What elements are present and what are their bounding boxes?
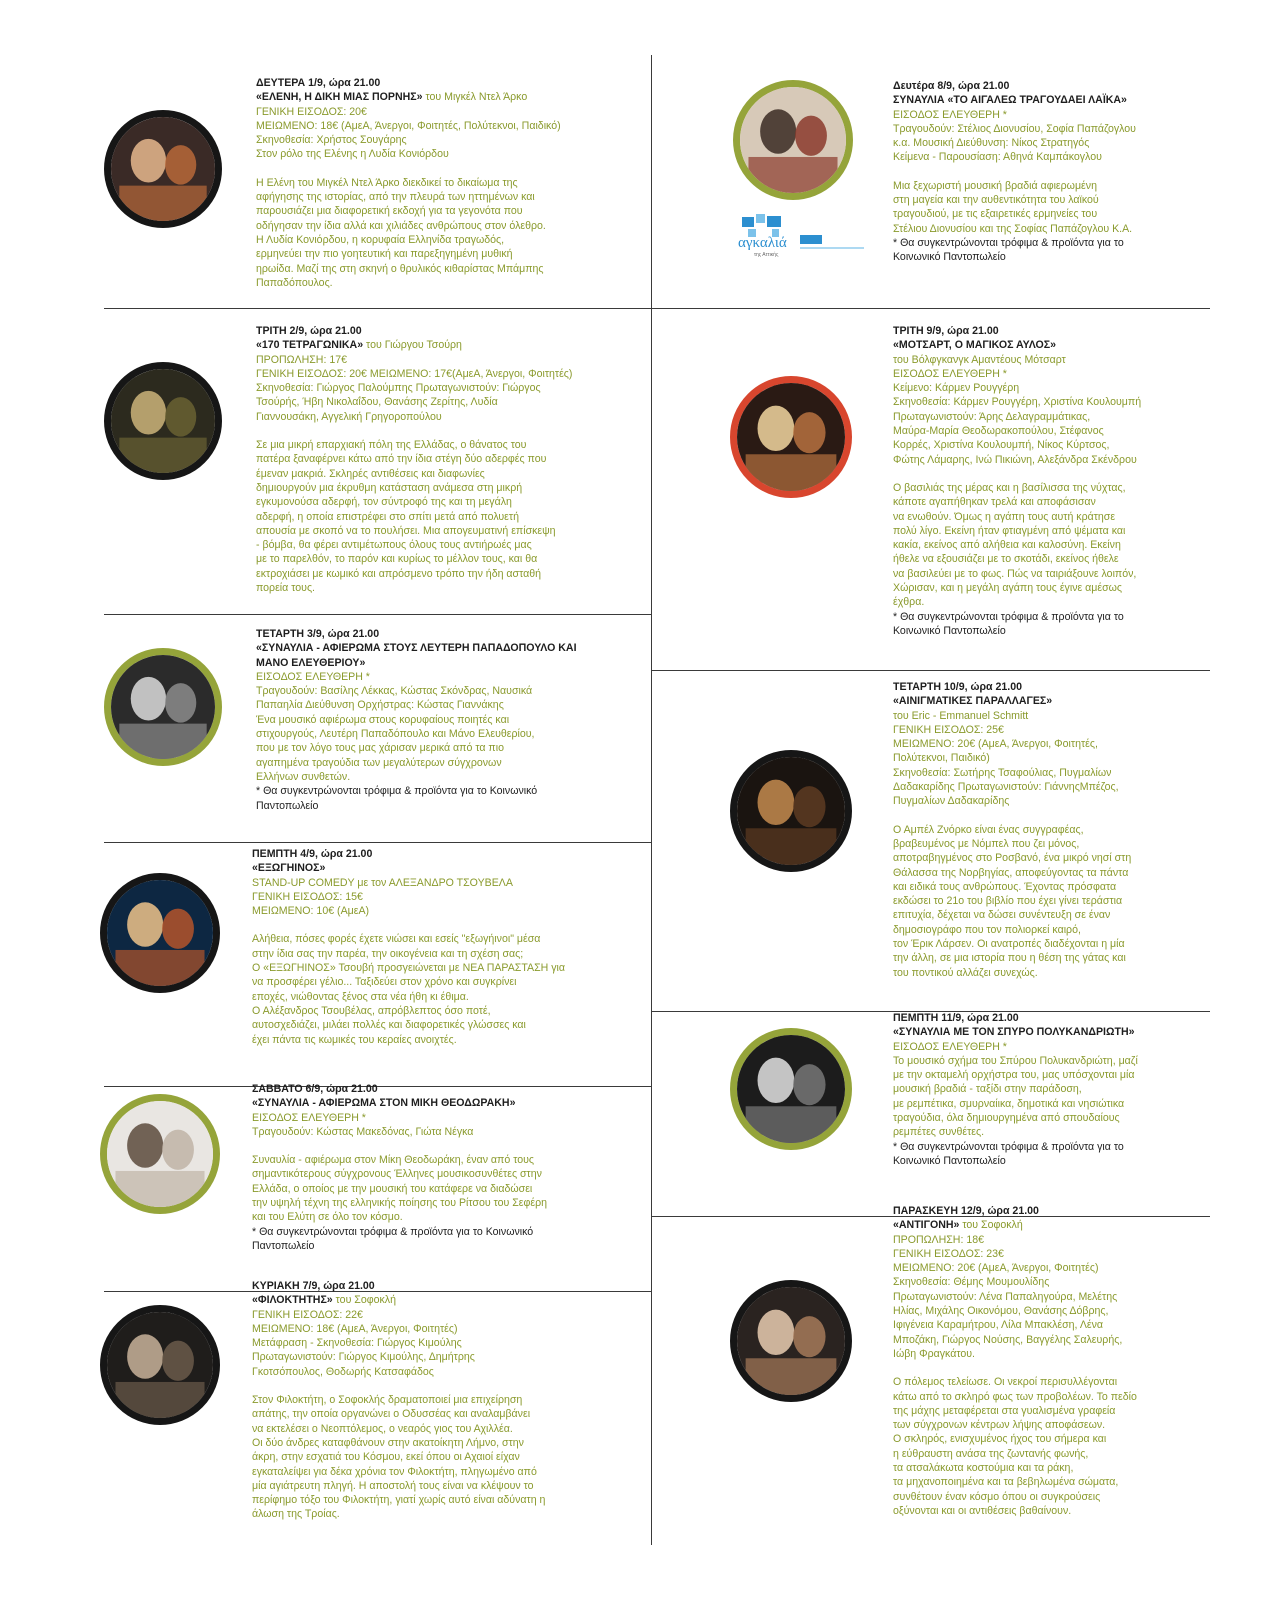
- event-description-line: κακία, εκείνος από αλήθεια και καλοσύνη. Εκείνη: [893, 539, 1121, 552]
- event-photo: [100, 1094, 220, 1214]
- event-description-line: οδήγησαν την ίδια αλλά και χιλιάδες ανθρώπους στον όλεθρο.: [256, 219, 546, 232]
- event-detail-line: Κείμενο: Κάρμεν Ρουγγέρη: [893, 382, 1020, 395]
- event-description-line: επιτυχία, δέχεται να δώσει συνέντευξη σε έναν: [893, 909, 1111, 922]
- event-description-line: της μάχης μεταφέρεται στα γυαλισμένα γραφεία: [893, 1404, 1116, 1417]
- event-description-line: εγκυμονούσα αδερφή, τον σύντροφό της και τη μεγάλη: [256, 496, 512, 509]
- event-photo: [104, 362, 222, 480]
- event-note-line: Κοινωνικό Παντοπωλείο: [893, 624, 1006, 637]
- event-photo: [100, 1305, 220, 1425]
- event-note-line: * Θα συγκεντρώνονται τρόφιμα & προϊόντα για το Κοινωνικό: [256, 785, 538, 798]
- event-title-text: «ΣΥΝΑΥΛΙΑ ΜΕ ΤΟΝ ΣΠΥΡΟ ΠΟΛΥΚΑΝΔΡΙΩΤΗ»: [893, 1026, 1135, 1039]
- event-description-line: Στέλιου Διονυσίου και της Σοφίας Παπάζογλου Κ.Α.: [893, 222, 1133, 235]
- event-detail-line: ΜΕΙΩΜΕΝΟ: 18€ (ΑμεΑ, Άνεργοι, Φοιτητές, Πολύτεκνοι, Παιδικό): [256, 119, 561, 132]
- event-description-line: κάτω από το σκληρό φως των προβολέων. Το πεδίο: [893, 1390, 1137, 1403]
- event-title: [893, 694, 1193, 708]
- event-detail-line: Τραγουδούν: Κώστας Μακεδόνας, Γιώτα Νέγκα: [252, 1125, 474, 1138]
- event-detail-line: STAND-UP COMEDY με τον ΑΛΕΞΑΝΔΡΟ ΤΣΟΥΒΕΛΑ: [252, 876, 513, 889]
- event-description-line: τα ατσαλάκωτα κοστούμια και τα ράκη,: [893, 1462, 1074, 1475]
- event-description-line: παρουσιάζει μια διαφορετική εκδοχή για τα γεγονότα που: [256, 205, 523, 218]
- event-text: [252, 847, 592, 1047]
- event-title-text: «ΕΛΕΝΗ, Η ΔΙΚΗ ΜΙΑΣ ΠΟΡΝΗΣ»: [256, 91, 423, 104]
- event-description-line: Παπαδόπουλος.: [256, 276, 333, 289]
- event-detail-line: Τραγουδούν: Στέλιος Διονυσίου, Σοφία Παπάζογλου: [893, 122, 1136, 135]
- event-date: ΔΕΥΤΕΡΑ 1/9, ώρα 21.00: [256, 77, 381, 89]
- logo-text: αγκαλιά: [738, 235, 787, 251]
- event-author: του Γιώργου Τσούρη: [363, 339, 462, 352]
- event-detail-line: Κορρές, Χριστίνα Κουλουμπή, Νίκος Κύρτσος,: [893, 439, 1110, 452]
- event-description-line: Χώρισαν, και η μεγάλη αγάπη τους έγινε αμέσως: [893, 582, 1123, 595]
- event-note-line: * Θα συγκεντρώνονται τρόφιμα & προϊόντα για το Κοινωνικό: [252, 1225, 534, 1238]
- event-description-line: Ο βασιλιάς της μέρας και η βασίλισσα της νύχτας,: [893, 481, 1126, 494]
- event-description-line: οξύνονται και οι αντιθέσεις βαθαίνουν.: [893, 1504, 1072, 1517]
- event-description-line: δημοσιογράφο που τον πολιορκεί καιρό,: [893, 923, 1081, 936]
- event-date: ΤΡΙΤΗ 2/9, ώρα 21.00: [256, 325, 362, 337]
- event-title-text: «ΕΞΩΓΗΙΝΟΣ»: [252, 862, 326, 875]
- event-description-line: και ειδικά τους ανθρώπους. Έχοντας πρόσφατα: [893, 880, 1117, 893]
- event-detail-line: ΓΕΝΙΚΗ ΕΙΣΟΔΟΣ: 20€ ΜΕΙΩΜΕΝΟ: 17€(ΑμεΑ, Άνεργοι, Φοιτητές): [256, 367, 573, 380]
- event-description-line: ηρωίδα. Μαζί της στη σκηνή ο θρυλικός κιθαρίστας Μπάμπης: [256, 262, 544, 275]
- event-detail-line: ΕΙΣΟΔΟΣ ΕΛΕΥΘΕΡΗ *: [893, 108, 1007, 121]
- event-description-line: απάτης, την οποία οργανώνει ο Οδυσσέας και αναλαμβάνει: [252, 1408, 531, 1421]
- event-description-line: την άλλη, σε μια ιστορία που η θέση της γάτας και: [893, 952, 1126, 965]
- event-detail-line: Δαδακαρίδης Πρωταγωνιστούν: ΓιάννηςΜπέζος,: [893, 781, 1119, 794]
- event-description-line: περίφημο τόξο του Φιλοκτήτη, γιατί χωρίς αυτό είναι αδύνατη η: [252, 1494, 546, 1507]
- event-detail-line: του Eric - Emmanuel Schmitt: [893, 709, 1029, 722]
- event-description-line: εγκαταλείψει για δέκα χρόνια τον Φιλοκτήτη, πληγωμένο από: [252, 1465, 537, 1478]
- event-detail-line: Σκηνοθεσία: Κάρμεν Ρουγγέρη, Χριστίνα Κουλουμπή: [893, 396, 1142, 409]
- event-text: [256, 76, 596, 290]
- event-detail-line: Σκηνοθεσία: Γιώργος Παλούμπης Πρωταγωνιστούν: Γιώργος: [256, 382, 541, 395]
- event-author: του Σοφοκλή: [332, 1294, 396, 1307]
- event-detail-line: Γιαννουσάκη, Αγγελική Γρηγοροπούλου: [256, 410, 442, 423]
- column-divider: [651, 55, 652, 1545]
- event-date: ΠΕΜΠΤΗ 4/9, ώρα 21.00: [252, 848, 373, 860]
- event-detail-line: Σκηνοθεσία: Σωτήρης Τσαφούλιας, Πυγμαλίων: [893, 766, 1112, 779]
- event-description-line: εκτροχιάσει με κωμικό και απρόσμενο τρόπο την ήδη ασταθή: [256, 567, 542, 580]
- event-detail-line: ΓΕΝΙΚΗ ΕΙΣΟΔΟΣ: 25€: [893, 723, 1004, 736]
- event-detail-line: Παπαηλία Διεύθυνση Ορχήστρας: Κώστας Γιαννάκης: [256, 699, 504, 712]
- row-divider: [652, 670, 1210, 671]
- event-title: [893, 338, 1193, 352]
- event-description-line: Στον Φιλοκτήτη, ο Σοφοκλής δραματοποιεί μια επιχείρηση: [252, 1394, 523, 1407]
- event-text: [893, 79, 1193, 265]
- event-photo: [730, 750, 852, 872]
- event-description-line: Ο Αμπέλ Ζνόρκο είναι ένας συγγραφέας,: [893, 823, 1084, 836]
- event-description-line: σημαντικότερους σύγχρονους Έλληνες μουσικοσυνθέτες στην: [252, 1168, 542, 1181]
- event-photo: [104, 648, 222, 766]
- event-detail-line: Φώτης Λάμαρης, Ινώ Πικιώνη, Αλεξάνδρα Σκένδρου: [893, 453, 1137, 466]
- event-detail-line: Ιώβη Φραγκάτου.: [893, 1347, 975, 1360]
- event-description-line: Συναυλία - αφιέρωμα στον Μίκη Θεοδωράκη, έναν από τους: [252, 1154, 535, 1167]
- event-description-line: Η Ελένη του Μιγκέλ Ντελ Άρκο διεκδικεί το δικαίωμα της: [256, 176, 518, 189]
- event-detail-line: ΕΙΣΟΔΟΣ ΕΛΕΥΘΕΡΗ *: [893, 367, 1007, 380]
- event-detail-line: Γκοτσόπουλος, Θοδωρής Κατσαφάδος: [252, 1365, 434, 1378]
- event-detail-line: Ένα μουσικό αφιέρωμα στους κορυφαίους ποιητές και: [256, 713, 510, 726]
- event-description-line: έχθρα.: [893, 596, 925, 609]
- event-note-line: Κοινωνικό Παντοπωλείο: [893, 1154, 1006, 1167]
- event-note-line: Παντοπωλείο: [256, 799, 319, 812]
- event-detail-line: Σκηνοθεσία: Χρήστος Σουγάρης: [256, 134, 407, 147]
- event-date: ΚΥΡΙΑΚΗ 7/9, ώρα 21.00: [252, 1280, 375, 1292]
- event-title: [893, 1218, 1193, 1232]
- event-description-line: του ποντικού αλλάζει συνεχώς.: [893, 966, 1038, 979]
- event-detail-line: Τσούρής, Ήβη Νικολαΐδου, Θανάσης Ζερίτης, Λυδία: [256, 396, 498, 409]
- event-detail-line: αγαπημένα τραγούδια των μεγαλύτερων σύγχρονων: [256, 756, 502, 769]
- event-title: [893, 93, 1193, 107]
- event-text: [893, 1204, 1193, 1518]
- event-detail-line: ΓΕΝΙΚΗ ΕΙΣΟΔΟΣ: 20€: [256, 105, 367, 118]
- event-detail-line: ΜΕΙΩΜΕΝΟ: 20€ (ΑμεΑ, Άνεργοι, Φοιτητές,: [893, 738, 1098, 751]
- event-detail-line: ΓΕΝΙΚΗ ΕΙΣΟΔΟΣ: 22€: [252, 1308, 363, 1321]
- event-description-line: Ο «ΕΞΩΓΗΙΝΟΣ» Τσουβή προσγειώνεται με ΝΕΑ ΠΑΡΑΣΤΑΣΗ για: [252, 962, 565, 975]
- event-text: [256, 627, 596, 813]
- event-detail-line: τραγούδια, όλα δημιουργημένα από σπουδαίους: [893, 1112, 1120, 1125]
- event-text: [252, 1279, 592, 1522]
- event-description-line: Αλήθεια, πόσες φορές έχετε νιώσει και εσείς "εξωγήινοι" μέσα: [252, 933, 541, 946]
- event-detail-line: ΠΡΟΠΩΛΗΣΗ: 17€: [256, 353, 348, 366]
- event-title-text: ΣΥΝΑΥΛΙΑ «ΤΟ ΑΙΓΑΛΕΩ ΤΡΑΓΟΥΔΑΕΙ ΛΑΪΚΑ»: [893, 94, 1127, 107]
- agkalia-logo: [736, 213, 866, 259]
- event-description-line: πατέρα ξαναφέρνει κάτω από την ίδια στέγη δύο αδερφές που: [256, 453, 547, 466]
- event-description-line: τον Έρικ Λάρσεν. Οι ανατροπές διαδέχονται η μία: [893, 938, 1125, 951]
- event-photo: [730, 1028, 852, 1150]
- logo-subtext: της Αττικής: [754, 252, 779, 258]
- event-description-line: αυτοσχεδιάζει, μιλάει πολλές και διαφορετικές γλώσσες και: [252, 1019, 526, 1032]
- event-date: ΤΕΤΑΡΤΗ 3/9, ώρα 21.00: [256, 628, 380, 640]
- event-detail-line: του Βόλφγκανγκ Αμαντέους Μότσαρτ: [893, 353, 1066, 366]
- event-description-line: να βασιλεύει με το φως. Πώς να ταιριάξουνε λοιπόν,: [893, 567, 1137, 580]
- event-note-line: * Θα συγκεντρώνονται τρόφιμα & προϊόντα για το: [893, 236, 1124, 249]
- event-detail-line: Πρωταγωνιστούν: Γιώργος Κιμούλης, Δημήτρης: [252, 1351, 475, 1364]
- event-title: [256, 338, 596, 352]
- event-detail-line: με την οκταμελή ορχήστρα του, μας υπόσχονται μία: [893, 1069, 1135, 1082]
- event-description-line: Ο πόλεμος τελείωσε. Οι νεκροί περισυλλέγονται: [893, 1376, 1118, 1389]
- event-title: [252, 861, 592, 875]
- event-description-line: πολύ λίγο. Εκείνη ήταν φτιαγμένη από ψέματα και: [893, 524, 1126, 537]
- event-detail-line: Πρωταγωνιστούν: Άρης Δελαγραμμάτικας,: [893, 410, 1091, 423]
- event-detail-line: Μαύρα-Μαρία Θεοδωρακοπούλου, Στέφανος: [893, 425, 1104, 438]
- event-title-text: «ΣΥΝΑΥΛΙΑ - ΑΦΙΕΡΩΜΑ ΣΤΟΥΣ ΛΕΥΤΕΡΗ ΠΑΠΑΔΟΠΟΥΛΟ ΚΑΙ ΜΑΝΟ ΕΛΕΥΘΕΡΙΟΥ»: [256, 642, 577, 669]
- event-description-line: συνθέτουν έναν κόσμο όπου οι συγκρούσεις: [893, 1490, 1101, 1503]
- event-description-line: αφήγησης της ιστορίας, από την πλευρά των ηττημένων και: [256, 191, 535, 204]
- event-description-line: μία αγιάτρευτη πληγή. Η αποστολή τους είναι να κλέψουν το: [252, 1479, 534, 1492]
- event-description-line: να εκτελέσει ο Νεοπτόλεμος, ο νεαρός γιος του Αχιλλέα.: [252, 1422, 513, 1435]
- event-title-text: «ΑΝΤΙΓΟΝΗ»: [893, 1219, 960, 1232]
- event-description-line: ερμηνεύει την πιο γοητευτική και παρεξηγημένη μυθική: [256, 248, 513, 261]
- event-title-text: «ΜΟΤΣΑΡΤ, Ο ΜΑΓΙΚΟΣ ΑΥΛΟΣ»: [893, 339, 1057, 352]
- event-description-line: βραβευμένος με Νόμπελ που ζει μόνος,: [893, 837, 1080, 850]
- event-description-line: Σε μια μικρή επαρχιακή πόλη της Ελλάδας, ο θάνατος του: [256, 439, 527, 452]
- event-description-line: Θάλασσα της Νορβηγίας, αποφεύγοντας τα πάντα: [893, 866, 1129, 879]
- event-description-line: αδερφή, η οποία επιστρέφει στο σπίτι μετά από πολυετή: [256, 510, 519, 523]
- event-title-text: «ΦΙΛΟΚΤΗΤΗΣ»: [252, 1294, 333, 1307]
- event-detail-line: ΜΕΙΩΜΕΝΟ: 10€ (ΑμεΑ): [252, 905, 370, 918]
- event-description-line: Η Λυδία Κονιόρδου, η κορυφαία Ελληνίδα τραγωδός,: [256, 233, 505, 246]
- event-detail-line: Πρωταγωνιστούν: Λένα Παπαληγούρα, Μελέτης: [893, 1290, 1118, 1303]
- event-title: [256, 90, 596, 104]
- event-text: [893, 680, 1193, 980]
- event-description-line: απουσία με σκοπό να το πουλήσει. Μια απογευματινή επίσκεψη: [256, 524, 556, 537]
- event-description-line: κάποτε αγαπήθηκαν τρελά και αποφάσισαν: [893, 496, 1096, 509]
- event-description-line: - βόμβα, θα φέρει αντιμέτωπους όλους τους αντιήρωές μας: [256, 539, 532, 552]
- event-detail-line: που με τον λόγο τους μας χάρισαν μερικά από τα πιο: [256, 742, 504, 755]
- event-date: Δευτέρα 8/9, ώρα 21.00: [893, 80, 1010, 92]
- event-description-line: εποχές, νιώθοντας ξένος στα νέα ήθη κι έθιμα.: [252, 990, 469, 1003]
- event-text: [252, 1082, 592, 1253]
- event-detail-line: στιχουργούς, Λευτέρη Παπαδόπουλο και Μάνο Ελευθερίου,: [256, 728, 535, 741]
- event-detail-line: ΓΕΝΙΚΗ ΕΙΣΟΔΟΣ: 15€: [252, 890, 363, 903]
- event-detail-line: Κείμενα - Παρουσίαση: Αθηνά Καμπάκογλου: [893, 151, 1102, 164]
- event-description-line: Οι δύο άνδρες καταφθάνουν στην ακατοίκητη Λήμνο, στην: [252, 1436, 524, 1449]
- event-description-line: και του Ελύτη σε όλο τον κόσμο.: [252, 1211, 403, 1224]
- event-description-line: Μια ξεχωριστή μουσική βραδιά αφιερωμένη: [893, 179, 1097, 192]
- event-description-line: την υψηλή τέχνη της ελληνικής ποίησης του Ρίτσου του Σεφέρη: [252, 1197, 548, 1210]
- event-detail-line: ΠΡΟΠΩΛΗΣΗ: 18€: [893, 1233, 985, 1246]
- event-note-line: * Θα συγκεντρώνονται τρόφιμα & προϊόντα για το: [893, 610, 1124, 623]
- event-description-line: να ενωθούν. Όμως η αγάπη τους αυτή κράτησε: [893, 510, 1116, 523]
- event-description-line: τραγουδιού, με τις εξαιρετικές ερμηνείες του: [893, 208, 1098, 221]
- event-detail-line: Σκηνοθεσία: Θέμης Μουμουλίδης: [893, 1276, 1050, 1289]
- event-detail-line: Το μουσικό σχήμα του Σπύρου Πολυκανδριώτη, μαζί: [893, 1054, 1138, 1067]
- event-detail-line: ΕΙΣΟΔΟΣ ΕΛΕΥΘΕΡΗ *: [256, 670, 370, 683]
- event-detail-line: ΕΙΣΟΔΟΣ ΕΛΕΥΘΕΡΗ *: [252, 1111, 366, 1124]
- event-photo: [730, 1280, 852, 1402]
- event-detail-line: ΜΕΙΩΜΕΝΟ: 18€ (ΑμεΑ, Άνεργοι, Φοιτητές): [252, 1322, 458, 1335]
- event-note-line: Κοινωνικό Παντοπωλείο: [893, 251, 1006, 264]
- event-text: [893, 324, 1193, 638]
- event-detail-line: Μποζάκη, Γιώργος Νούσης, Βαγγέλης Σαλευρής,: [893, 1333, 1123, 1346]
- event-detail-line: Πυγμαλίων Δαδακαρίδης: [893, 795, 1010, 808]
- event-detail-line: ΕΙΣΟΔΟΣ ΕΛΕΥΘΕΡΗ *: [893, 1040, 1007, 1053]
- event-note-line: * Θα συγκεντρώνονται τρόφιμα & προϊόντα για το: [893, 1140, 1124, 1153]
- event-detail-line: ΜΕΙΩΜΕΝΟ: 20€ (ΑμεΑ, Άνεργοι, Φοιτητές): [893, 1262, 1099, 1275]
- event-photo: [104, 110, 222, 228]
- event-date: ΠΕΜΠΤΗ 11/9, ώρα 21.00: [893, 1012, 1019, 1024]
- event-description-line: η εύθραυστη ανάσα της ζωντανής φωνής,: [893, 1447, 1089, 1460]
- event-date: ΤΡΙΤΗ 9/9, ώρα 21.00: [893, 325, 999, 337]
- row-divider: [652, 308, 1210, 309]
- event-description-line: ήθελε να εξουσιάζει με το σκοτάδι, εκείνος ήθελε: [893, 553, 1119, 566]
- event-author: του Μιγκέλ Ντελ Άρκο: [422, 91, 528, 104]
- event-description-line: άκρη, στην εσχατιά του Κόσμου, εκεί όπου οι Αχαιοί είχαν: [252, 1451, 520, 1464]
- event-date: ΤΕΤΑΡΤΗ 10/9, ώρα 21.00: [893, 681, 1022, 693]
- event-detail-line: Ηλίας, Μιχάλης Οικονόμου, Θανάσης Δόβρης,: [893, 1305, 1109, 1318]
- row-divider: [104, 842, 652, 843]
- event-note-line: Παντοπωλείο: [252, 1239, 315, 1252]
- event-title-text: «170 ΤΕΤΡΑΓΩΝΙΚΑ»: [256, 339, 364, 352]
- event-title: [252, 1293, 592, 1307]
- event-description-line: με το παρελθόν, το παρόν και κυρίως το μέλλον τους, και θα: [256, 553, 538, 566]
- event-description-line: στην ίδια σας την παρέα, την οικογένεια και τη σχέση σας;: [252, 947, 524, 960]
- event-detail-line: Στον ρόλο της Ελένης η Λυδία Κονιόρδου: [256, 148, 449, 161]
- event-description-line: εκδώσει το 21ο του βιβλίο που έχει γίνει τεράστια: [893, 895, 1123, 908]
- event-description-line: στη μαγεία και την αυθεντικότητα του λαϊκού: [893, 194, 1099, 207]
- event-detail-line: Τραγουδούν: Βασίλης Λέκκας, Κώστας Σκόνδρας, Ναυσικά: [256, 685, 533, 698]
- event-date: ΣΑΒΒΑΤΟ 6/9, ώρα 21.00: [252, 1083, 378, 1095]
- event-description-line: των σύγχρονων κέντρων λήψης αποφάσεων.: [893, 1419, 1106, 1432]
- event-title: [252, 1096, 592, 1110]
- event-detail-line: με ρεμπέτικα, σμυρναίικα, δημοτικά και νησιώτικα: [893, 1097, 1125, 1110]
- event-photo: [100, 873, 220, 993]
- event-detail-line: Ιφιγένεια Καραμήτρου, Λίλα Μπακλέση, Λένα: [893, 1319, 1104, 1332]
- event-detail-line: κ.α. Μουσική Διεύθυνση: Νίκος Στρατηγός: [893, 137, 1090, 150]
- event-description-line: έμεναν μακριά. Σκληρές αντιθέσεις και διαφωνίες: [256, 467, 485, 480]
- event-title: [256, 641, 596, 670]
- event-description-line: Ο Αλέξανδρος Τσουβέλας, απρόβλεπτος όσο ποτέ,: [252, 1004, 491, 1017]
- event-detail-line: Πολύτεκνοι, Παιδικό): [893, 752, 990, 765]
- event-detail-line: Μετάφραση - Σκηνοθεσία: Γιώργος Κιμούλης: [252, 1337, 462, 1350]
- event-description-line: να προσφέρει γέλιο... Ταξιδεύει στον χρόνο και συγκρίνει: [252, 976, 517, 989]
- event-description-line: άλωση της Τροίας.: [252, 1508, 340, 1521]
- event-detail-line: Ελλήνων συνθετών.: [256, 770, 351, 783]
- event-description-line: δημιουργούν μια έκρυθμη κατάσταση ανάμεσα στη μικρή: [256, 481, 523, 494]
- event-title: [893, 1025, 1193, 1039]
- event-date: ΠΑΡΑΣΚΕΥΗ 12/9, ώρα 21.00: [893, 1205, 1039, 1217]
- event-detail-line: μουσική βραδιά - ταξίδι στην παράδοση,: [893, 1083, 1082, 1096]
- event-description-line: πορεία τους.: [256, 582, 315, 595]
- event-photo: [733, 80, 853, 200]
- event-text: [893, 1011, 1193, 1168]
- event-title-text: «ΣΥΝΑΥΛΙΑ - ΑΦΙΕΡΩΜΑ ΣΤΟΝ ΜΙΚΗ ΘΕΟΔΩΡΑΚΗ»: [252, 1097, 516, 1110]
- event-detail-line: ΓΕΝΙΚΗ ΕΙΣΟΔΟΣ: 23€: [893, 1247, 1004, 1260]
- event-detail-line: ρεμπέτες συνθέτες.: [893, 1126, 985, 1139]
- event-photo: [730, 376, 852, 498]
- event-description-line: αποτραβηγμένος στο Ροσβανό, ένα μικρό νησί στη: [893, 852, 1132, 865]
- event-author: του Σοφοκλή: [959, 1219, 1023, 1232]
- event-description-line: Ο σκληρός, ενισχυμένος ήχος του σήμερα και: [893, 1433, 1107, 1446]
- row-divider: [104, 614, 652, 615]
- event-description-line: Ελλάδα, ο οποίος με την μουσική του κατάφερε να διαδώσει: [252, 1182, 533, 1195]
- event-description-line: τα μηχανοποιημένα και τα βεβηλωμένα σώματα,: [893, 1476, 1119, 1489]
- event-description-line: έχει πάντα τις κωμικές του κεραίες ανοιχτές.: [252, 1033, 457, 1046]
- event-text: [256, 324, 596, 595]
- row-divider: [104, 308, 652, 309]
- event-title-text: «ΑΙΝΙΓΜΑΤΙΚΕΣ ΠΑΡΑΛΛΑΓΕΣ»: [893, 695, 1053, 708]
